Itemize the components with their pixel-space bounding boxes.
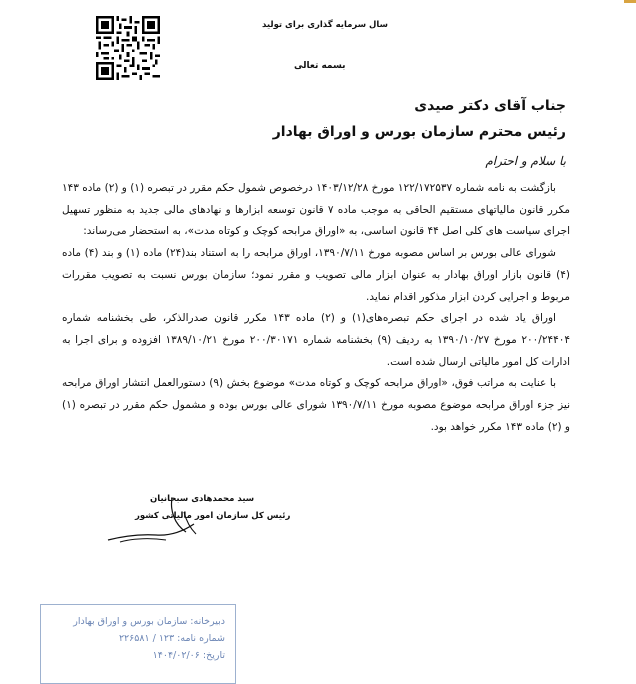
body-paragraph: شورای عالی بورس بر اساس مصوبه مورخ ۱۳۹۰/۷/۱۱، اوراق مرابحه را به استناد بند(۲۴) ماده (۱) و بند (۴) ماده (۴) قانون بازار اوراق بهادار به عنوان ابزار مالی تصویب و مقرر نمود؛ سازمان بورس نسبت به تصویب مقررات مربوط و اجرایی کردن ابزار مذکور اقدام نماید. [62, 247, 570, 303]
basmala: بسمه تعالی [294, 61, 346, 71]
signatory-name: سید محمدهادی سبحانیان [150, 494, 255, 504]
body-paragraph: با عنایت به مراتب فوق، «اوراق مرابحه کوچک و کوتاه مدت» موضوع بخش (۹) دستورالعمل انتشار اوراق مرابحه نیز جزء اوراق مرابحه موضوع مصوبه مورخ ۱۳۹۰/۷/۱۱ شورای عالی بورس بوده و مشمول حکم مقرر در تبصره (۱) و (۲) ماده ۱۴۳ مکرر خواهد بود. [62, 377, 571, 433]
body-paragraph: بازگشت به نامه شماره ۱۲۲/۱۷۲۵۳۷ مورخ ۱۴۰۳/۱۲/۲۸ درخصوص شمول حکم مقرر در تبصره (۱) و (۲) ماده ۱۴۳ مکرر قانون مالیاتهای مستقیم الحاقی به موجب ماده ۷ قانون توسعه ابزارها و نهادهای مالی جدید به منظور تسهیل اجرای سیاست های کلی اصل ۴۴ قانون اساسی، به «اوراق مرابحه کوچک و کوتاه مدت»، به استحضار می‌رساند: [62, 182, 570, 238]
stamp-letter-number: شماره نامه: ۱۲۳ / ۲۲۶۵۸۱ [118, 633, 225, 644]
year-slogan: سال سرمایه گذاری برای تولید [262, 20, 388, 30]
addressee-name: جناب آقای دکتر صیدی [414, 98, 566, 114]
signatory-title: رئیس کل سازمان امور مالیاتی کشور [135, 511, 291, 521]
addressee-block [273, 93, 566, 145]
corner-mark [624, 0, 636, 3]
stamp-date: تاریخ: ۱۴۰۴/۰۲/۰۶ [152, 650, 225, 661]
registry-stamp [40, 604, 236, 684]
qr-code [96, 16, 160, 80]
greeting: با سلام و احترام [485, 154, 566, 168]
handwritten-signature [100, 490, 210, 550]
addressee-title: رئیس محترم سازمان بورس و اوراق بهادار [272, 124, 566, 140]
stamp-secretariat: دبیرخانه: سازمان بورس و اوراق بهادار [73, 616, 225, 627]
letter-body [62, 178, 570, 438]
body-paragraph: اوراق یاد شده در اجرای حکم تبصره‌های(۱) و (۲) ماده ۱۴۳ مکرر قانون صدرالذکر، طی بخشنامه شماره ۲۰۰/۲۴۴۰۴ مورخ ۱۳۹۰/۱۰/۲۷ به ردیف (۹) بخشنامه شماره ۲۰۰/۳۰۱۷۱ مورخ ۱۳۸۹/۱۰/۲۱ افزوده و برای اجرا به ادارات کل امور مالیاتی ارسال شده است. [62, 312, 571, 368]
